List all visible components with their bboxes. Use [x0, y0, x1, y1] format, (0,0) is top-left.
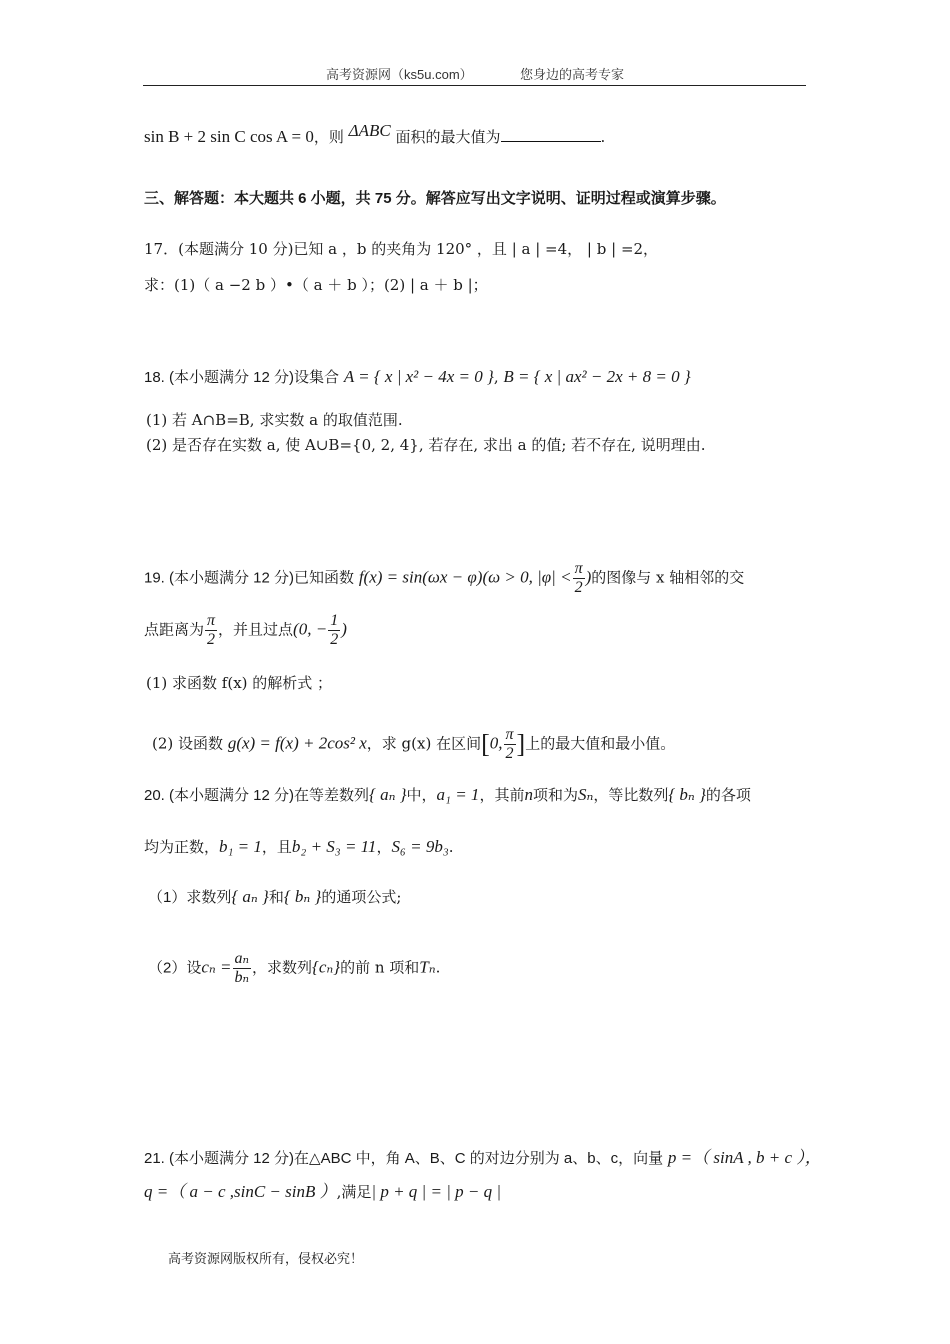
q20-tn: Tₙ [419, 957, 436, 977]
q20-t7: ，且 [261, 838, 292, 856]
q19-point-close: ) [341, 619, 347, 639]
q21-line2 [144, 1177, 501, 1202]
q19-frac-interval [504, 726, 516, 763]
q20-a1: a₁ = 1 [436, 785, 480, 804]
q16-triangle: ΔABC [348, 121, 391, 140]
header-site: 高考资源网（ks5u.com） [326, 67, 473, 82]
q20-seq-a: { aₙ } [369, 785, 407, 804]
frac-num: 1 [330, 612, 339, 629]
frac-den: 2 [505, 745, 514, 762]
q18-stem [144, 366, 691, 387]
frac-num: π [574, 560, 583, 577]
q20-t4: ，等比数列 [593, 786, 669, 804]
q20-eq1: b₂ + S₃ = 11 [291, 837, 377, 856]
frac-den: bₙ [234, 969, 249, 986]
q20-t6: 均为正数， [144, 838, 220, 856]
q20-part2 [148, 950, 440, 987]
q18-lead: 18. (本小题满分 12 分)设集合 [144, 369, 340, 386]
q20-p1-lead: （1）求数列 [148, 889, 232, 906]
q20-sn: Sₙ [577, 785, 594, 804]
q20-line1 [144, 784, 751, 805]
q21-condition: | p + q | = | p − q | [371, 1182, 502, 1201]
frac-den: 2 [330, 631, 339, 648]
q20-eq2: S₆ = 9b₃ [391, 837, 449, 856]
q20-cseq: {cₙ} [312, 957, 341, 977]
q19-p2-lead: (2) 设函数 [152, 734, 224, 753]
q20-lead: 20. (本小题满分 12 分)在等差数列 [144, 787, 370, 804]
q20-t3: 项和为 [532, 786, 578, 804]
q20-cn: cₙ = [201, 957, 232, 977]
q18-part2: (2) 是否存在实数 a, 使 A∪B={0, 2, 4}, 若存在, 求出 a 的值; 若不存在, 说明理由. [146, 436, 706, 454]
q20-p2-mid: ，求数列 [252, 958, 313, 977]
q18-set-b: B = { x | ax² − 2x + 8 = 0 } [503, 367, 691, 386]
page-header [0, 64, 950, 83]
q19-distance-text: 点距离为 [144, 620, 205, 639]
section-title: 三、解答题：本大题共 6 小题，共 75 分。解答应写出文字说明、证明过程或演算步骤。 [144, 190, 726, 207]
bracket-left: [ [481, 729, 490, 759]
q19-stem [144, 560, 744, 597]
q20-frac-an-bn [233, 950, 251, 987]
q19-g-func: g(x) = f(x) + 2cos² x [227, 733, 367, 753]
q20-p2-lead: （2）设 [148, 959, 202, 977]
q21-vector-q: q =（ a − c ,sinC − sinB ） [144, 1182, 337, 1201]
q20-part1 [148, 886, 401, 907]
q19-tail: 的图像与 x 轴相邻的交 [591, 568, 745, 587]
header-rule [143, 85, 806, 86]
bracket-right: ] [516, 729, 526, 759]
q19-frac-pi-2b [205, 612, 217, 649]
q19-func: f(x) = sin(ωx − φ)(ω > 0, |φ| < [358, 567, 572, 587]
q19-pass-text: ，并且过点 [218, 620, 294, 639]
frac-num: aₙ [234, 950, 249, 967]
page-footer: 高考资源网版权所有，侵权必究！ [168, 1252, 364, 1267]
q16-text: 面积的最大值为 [395, 128, 501, 146]
frac-num: π [207, 612, 216, 629]
q19-part2 [152, 726, 675, 763]
q21-line1 [144, 1143, 822, 1168]
q20-line2 [144, 836, 454, 857]
q16-tail [144, 121, 606, 147]
q17-line2: 求：(1)（ a −2 b ）•（ a ＋ b ）；(2) | a ＋ b |； [144, 276, 488, 294]
q20-dot: . [448, 838, 454, 856]
q19-part1: (1) 求函数 f(x) 的解析式 ； [146, 674, 333, 692]
q16-then: ，则 [313, 128, 344, 146]
q20-seq-b: { bₙ } [668, 785, 706, 804]
q20-t5: 的各项 [705, 786, 751, 804]
q19-lead: 19. (本小题满分 12 分)已知函数 [144, 569, 355, 587]
q20-t1: 中， [406, 786, 437, 804]
q18-sep: , [493, 368, 504, 386]
q20-p1-seq-a: { aₙ } [231, 887, 269, 906]
q21-satisfy: ,满足 [336, 1183, 372, 1201]
q20-p1-seq-b: { bₙ } [283, 887, 322, 906]
q20-t2: ，其前 [479, 786, 525, 804]
q19-line2 [144, 612, 347, 649]
q20-p2-sum: 的前 n 项和 [340, 958, 420, 977]
q19-frac-pi-2 [573, 560, 585, 597]
q16-formula: sin B + 2 sin C cos A = 0 [144, 127, 314, 146]
q16-end: . [600, 128, 606, 146]
header-slogan: 您身边的高考专家 [519, 67, 624, 82]
q19-interval-left: 0, [489, 733, 503, 753]
q21-lead: 21. (本小题满分 12 分)在△ABC 中，角 A、B、C 的对边分别为 a、b、c，向量 [144, 1150, 664, 1167]
answer-blank [501, 127, 601, 142]
q19-point-open: (0, − [293, 619, 328, 639]
frac-den: 2 [207, 631, 216, 648]
q20-p2-end: . [435, 958, 441, 977]
q20-comma: ， [376, 838, 392, 856]
q20-b1: b₁ = 1 [219, 837, 262, 856]
q21-vector-p: p =（ sinA , b + c ）， [667, 1148, 822, 1167]
q19-close: ) [585, 567, 592, 587]
q19-p2-tail: 上的最大值和最小值。 [525, 734, 676, 753]
frac-num: π [505, 726, 514, 743]
frac-den: 2 [574, 579, 583, 596]
q18-part1: (1) 若 A∩B=B, 求实数 a 的取值范围. [146, 411, 403, 429]
q20-p1-and: 和 [268, 888, 284, 906]
q19-frac-half [328, 612, 340, 649]
q20-n: n [524, 785, 533, 804]
q18-set-a: A = { x | x² − 4x = 0 } [343, 367, 494, 386]
q17-line1: 17．(本题满分 10 分)已知 a ，b 的夹角为 120° ，且 | a | =4， | b | =2， [144, 240, 659, 258]
q19-p2-mid: ，求 g(x) 在区间 [366, 734, 482, 753]
q20-p1-tail: 的通项公式; [321, 888, 402, 906]
